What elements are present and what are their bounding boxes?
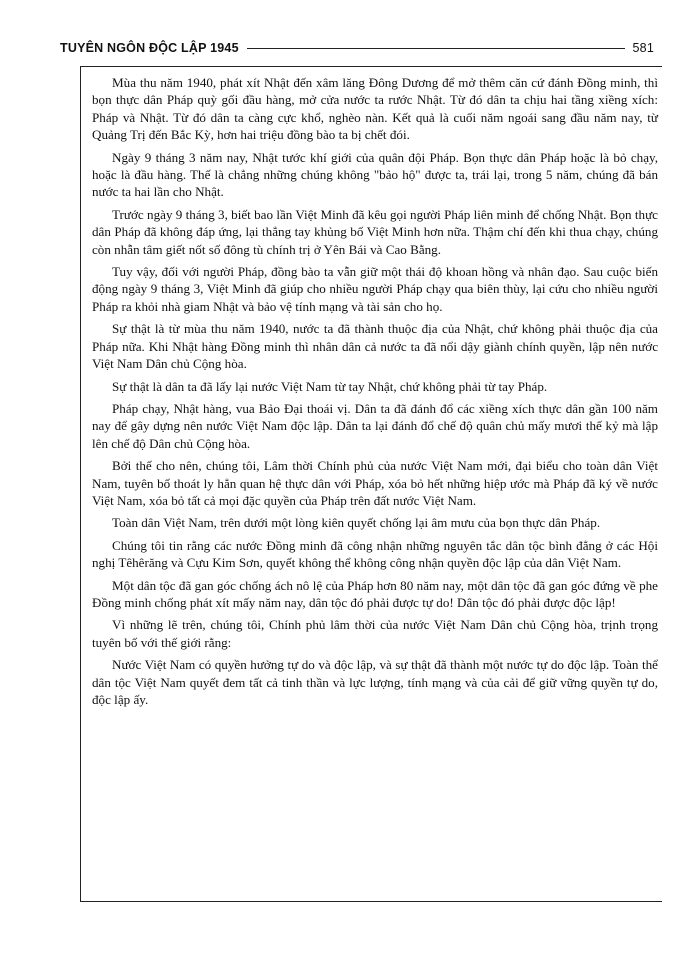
- paragraph: Một dân tộc đã gan góc chống ách nô lệ của Pháp hơn 80 năm nay, một dân tộc đã gan góc đứng về phe Đồng minh chống phát xít mấy năm nay, dân tộc đó phải được tự do! Dân tộc đó phải được độc lập!: [92, 577, 658, 610]
- running-header-title: TUYÊN NGÔN ĐỘC LẬP 1945: [60, 41, 239, 55]
- running-header: [60, 38, 654, 58]
- page-number: 581: [632, 41, 654, 55]
- paragraph: Vì những lẽ trên, chúng tôi, Chính phủ lâm thời của nước Việt Nam Dân chủ Cộng hòa, trịnh trọng tuyên bố với thế giới rằng:: [92, 617, 658, 650]
- header-rule: [247, 48, 625, 49]
- body-text: [92, 74, 658, 713]
- paragraph: Tuy vậy, đối với người Pháp, đồng bào ta vẫn giữ một thái độ khoan hồng và nhân đạo. Sau cuộc biến động ngày 9 tháng 3, Việt Minh đã giúp cho nhiều người Pháp chạy qua biên thùy, lại cứu cho nhiều người Pháp ra khỏi nhà giam Nhật và bảo vệ tính mạng và tài sản cho họ.: [92, 264, 658, 314]
- paragraph: Toàn dân Việt Nam, trên dưới một lòng kiên quyết chống lại âm mưu của bọn thực dân Pháp.: [112, 515, 601, 531]
- paragraph: Trước ngày 9 tháng 3, biết bao lần Việt Minh đã kêu gọi người Pháp liên minh để chống Nhật. Bọn thực dân Pháp đã không đáp ứng, lại thẳng tay khủng bố Việt Minh hơn nữa. Thậm chí đến khi thua chạy, chúng còn nhẫn tâm giết nốt số đông tù chính trị ở Yên Bái và Cao Bằng.: [92, 206, 658, 257]
- paragraph: Mùa thu năm 1940, phát xít Nhật đến xâm lăng Đông Dương để mở thêm căn cứ đánh Đồng minh, thì bọn thực dân Pháp quỳ gối đầu hàng, mở cửa nước ta rước Nhật. Từ đó dân ta chịu hai tầng xiềng xích: Pháp và Nhật. Từ đó dân ta càng cực khổ, nghèo nàn. Kết quả là cuối năm ngoái sang đầu năm nay, từ Quảng Trị đến Bắc Kỳ, hơn hai triệu đồng bào ta bị chết đói.: [92, 75, 658, 143]
- paragraph: Sự thật là từ mùa thu năm 1940, nước ta đã thành thuộc địa của Nhật, chứ không phải thuộc địa của Pháp nữa. Khi Nhật hàng Đồng minh thì nhân dân cả nước ta đã nổi dậy giành chính quyền, lập nên nước Việt Nam Dân chủ Cộng hòa.: [92, 321, 658, 372]
- paragraph: Bởi thế cho nên, chúng tôi, Lâm thời Chính phủ của nước Việt Nam mới, đại biểu cho toàn dân Việt Nam, tuyên bố thoát ly hẳn quan hệ thực dân với Pháp, xóa bỏ hết những hiệp ước mà Pháp đã ký về nước Việt Nam, xóa bỏ tất cả mọi đặc quyền của Pháp trên đất nước Việt Nam.: [92, 458, 658, 508]
- paragraph: Ngày 9 tháng 3 năm nay, Nhật tước khí giới của quân đội Pháp. Bọn thực dân Pháp hoặc là bỏ chạy, hoặc là đầu hàng. Thế là chẳng những chúng không "bảo hộ" được ta, trái lại, trong 5 năm, chúng đã bán nước ta hai lần cho Nhật.: [92, 149, 658, 200]
- paragraph: Sự thật là dân ta đã lấy lại nước Việt Nam từ tay Nhật, chứ không phải từ tay Pháp.: [112, 378, 548, 394]
- paragraph: Pháp chạy, Nhật hàng, vua Bảo Đại thoái vị. Dân ta đã đánh đổ các xiềng xích thực dân gần 100 năm nay để gây dựng nên nước Việt Nam độc lập. Dân ta lại đánh đổ chế độ quân chủ mấy mươi thế kỷ mà lập lên chế độ Dân chủ Cộng hòa.: [92, 400, 658, 451]
- paragraph: Nước Việt Nam có quyền hưởng tự do và độc lập, và sự thật đã thành một nước tự do độc lập. Toàn thể dân tộc Việt Nam quyết đem tất cả tinh thần và lực lượng, tính mạng và của cải để giữ vững quyền tự do, độc lập ấy.: [92, 657, 658, 707]
- paragraph: Chúng tôi tin rằng các nước Đồng minh đã công nhận những nguyên tắc dân tộc bình đẳng ở các Hội nghị Têhêrăng và Cựu Kim Sơn, quyết không thể không công nhận quyền độc lập của dân Việt Nam.: [92, 537, 658, 571]
